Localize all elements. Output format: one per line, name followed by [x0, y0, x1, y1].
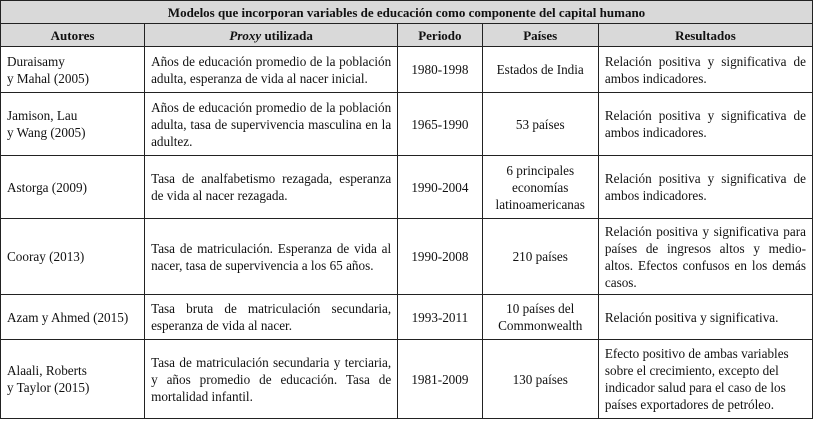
cell-periodo: 1990-2004 [398, 156, 482, 219]
cell-proxy: Años de educación promedio de la población adulta, esperanza de vida al nacer inicial. [145, 47, 398, 93]
header-resultados: Resultados [598, 24, 812, 47]
header-paises: Países [482, 24, 598, 47]
cell-autores: Astorga (2009) [1, 156, 145, 219]
cell-periodo: 1993-2011 [398, 295, 482, 340]
cell-proxy: Tasa de matriculación. Esperanza de vida al nacer, tasa de supervivencia a los 65 años. [145, 219, 398, 295]
cell-autores: Duraisamy y Mahal (2005) [1, 47, 145, 93]
table-row [1, 93, 813, 156]
cell-resultados: Relación positiva y significativa de ambos indicadores. [598, 47, 812, 93]
cell-autores: Jamison, Lau y Wang (2005) [1, 93, 145, 156]
header-row [1, 24, 813, 47]
header-proxy-italic: Proxy [229, 27, 262, 43]
cell-paises: Estados de India [482, 47, 598, 93]
cell-periodo: 1965-1990 [398, 93, 482, 156]
cell-paises: 53 países [482, 93, 598, 156]
cell-proxy: Tasa de analfabetismo rezagada, esperanza de vida al nacer rezagada. [145, 156, 398, 219]
table-caption: Modelos que incorporan variables de educación como componente del capital humano [1, 1, 813, 24]
header-periodo: Periodo [398, 24, 482, 47]
table-caption-row [1, 1, 813, 24]
cell-resultados: Efecto positivo de ambas variables sobre el crecimiento, excepto del indicador salud para el caso de los países exportadores de petróleo. [598, 340, 812, 419]
table-row [1, 295, 813, 340]
cell-resultados: Relación positiva y significativa para países de ingresos altos y medio-altos. Efectos confusos en los demás casos. [598, 219, 812, 295]
cell-autores: Cooray (2013) [1, 219, 145, 295]
cell-autores: Azam y Ahmed (2015) [1, 295, 145, 340]
table-row [1, 156, 813, 219]
cell-paises: 130 países [482, 340, 598, 419]
header-proxy-rest: utilizada [261, 27, 313, 43]
cell-paises: 10 países del Commonwealth [482, 295, 598, 340]
cell-resultados: Relación positiva y significativa de ambos indicadores. [598, 93, 812, 156]
cell-proxy: Tasa bruta de matriculación secundaria, esperanza de vida al nacer. [145, 295, 398, 340]
cell-proxy: Tasa de matriculación secundaria y terciaria, y años promedio de educación. Tasa de mortalidad infantil. [145, 340, 398, 419]
header-proxy [145, 24, 398, 47]
cell-periodo: 1981-2009 [398, 340, 482, 419]
header-autores: Autores [1, 24, 145, 47]
table-row [1, 340, 813, 419]
cell-periodo: 1990-2008 [398, 219, 482, 295]
cell-autores: Alaali, Roberts y Taylor (2015) [1, 340, 145, 419]
cell-periodo: 1980-1998 [398, 47, 482, 93]
cell-resultados: Relación positiva y significativa. [598, 295, 812, 340]
table-row [1, 219, 813, 295]
table-row [1, 47, 813, 93]
cell-proxy: Años de educación promedio de la población adulta, tasa de supervivencia masculina en la adultez. [145, 93, 398, 156]
cell-paises: 6 principales economías latinoamericanas [482, 156, 598, 219]
cell-paises: 210 países [482, 219, 598, 295]
cell-resultados: Relación positiva y significativa de ambos indicadores. [598, 156, 812, 219]
